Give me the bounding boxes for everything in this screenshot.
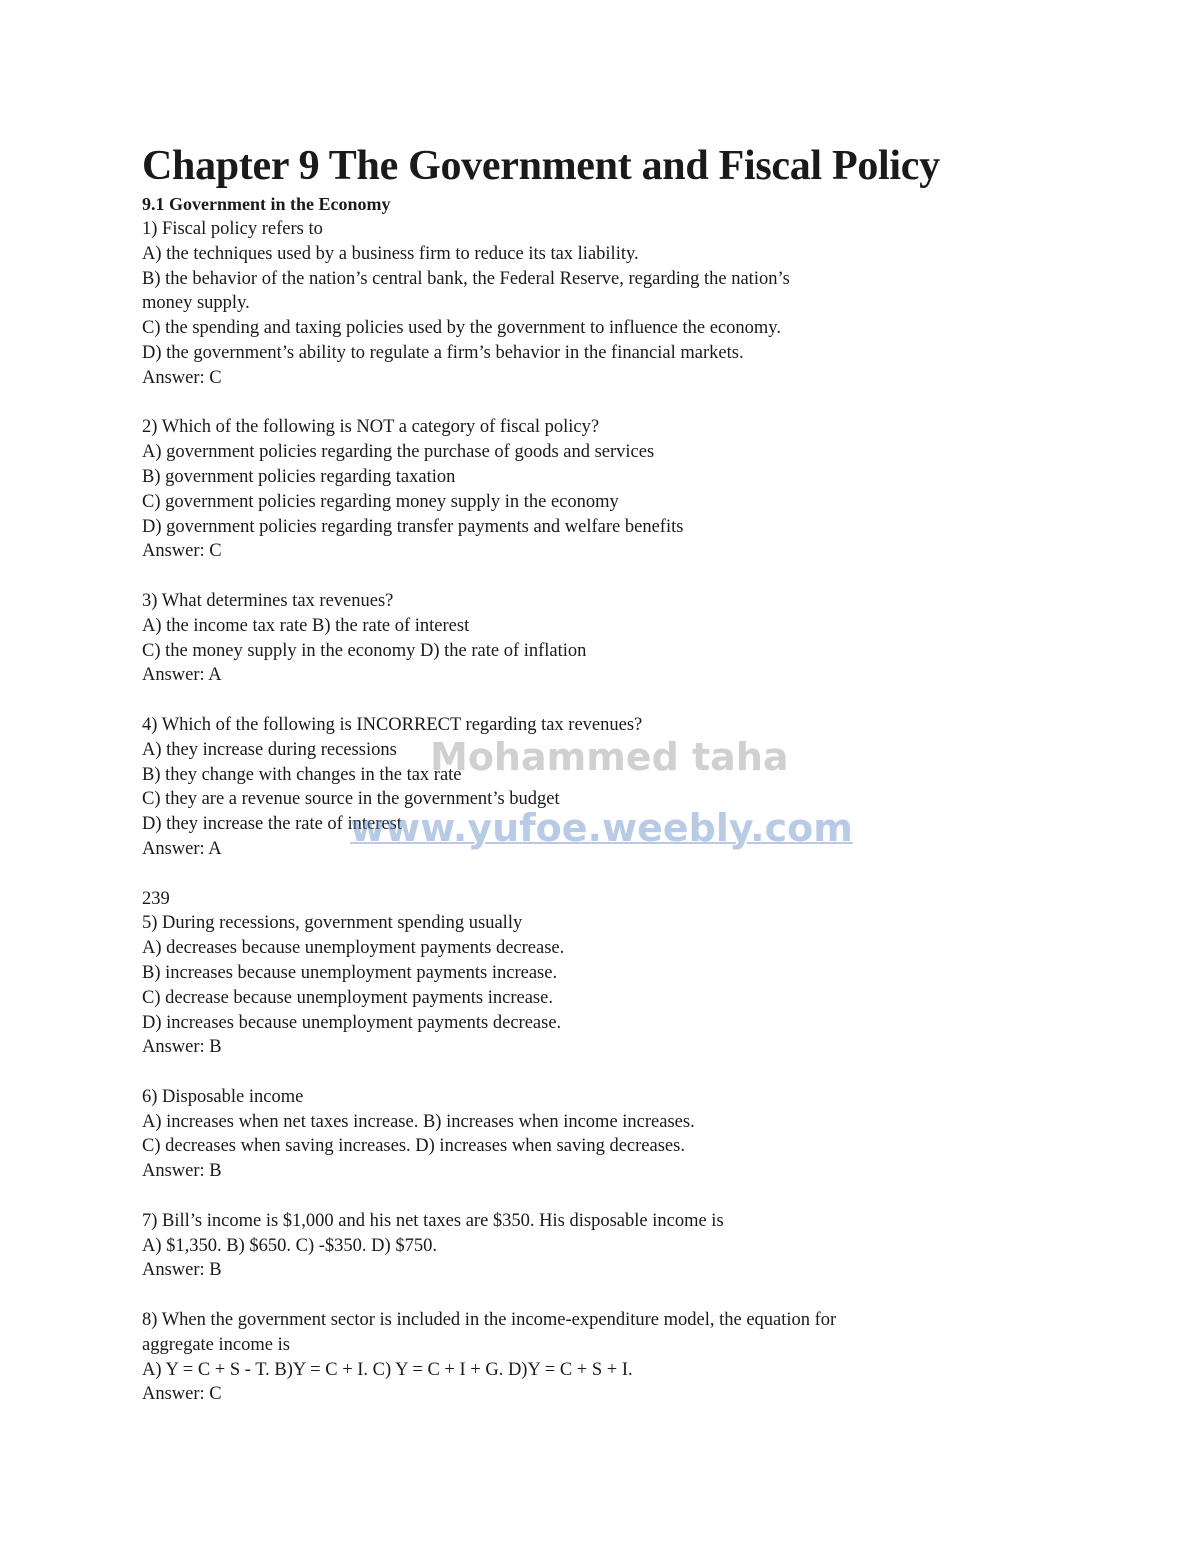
option-b-continued: money supply. — [142, 293, 250, 314]
answer: Answer: A — [142, 665, 222, 686]
option-d: D) government policies regarding transfer payments and welfare benefits — [142, 516, 684, 537]
option-d: D) the government’s ability to regulate a firm’s behavior in the financial markets. — [142, 342, 744, 363]
question-text: 3) What determines tax revenues? — [142, 590, 394, 611]
answer: Answer: A — [142, 838, 222, 859]
option-a: A) they increase during recessions — [142, 739, 397, 760]
question-8 — [142, 1308, 1042, 1407]
options: A) Y = C + S - T. B)Y = C + I. C) Y = C + I + G. D)Y = C + S + I. — [142, 1359, 633, 1380]
option-a: A) the techniques used by a business firm to reduce its tax liability. — [142, 243, 639, 264]
option-a: A) government policies regarding the purchase of goods and services — [142, 442, 655, 463]
options: A) $1,350. B) $650. C) -$350. D) $750. — [142, 1235, 437, 1256]
question-text: 2) Which of the following is NOT a category of fiscal policy? — [142, 417, 600, 438]
answer: Answer: C — [142, 367, 222, 388]
question-text: 1) Fiscal policy refers to — [142, 219, 323, 239]
answer: Answer: B — [142, 1161, 222, 1182]
option-c: C) they are a revenue source in the government’s budget — [142, 789, 560, 810]
answer: Answer: C — [142, 1384, 222, 1405]
question-5 — [142, 887, 1042, 1061]
question-text: 7) Bill’s income is $1,000 and his net taxes are $350. His disposable income is — [142, 1210, 724, 1231]
section-heading: 9.1 Government in the Economy — [142, 194, 391, 214]
question-7 — [142, 1209, 1042, 1283]
question-6 — [142, 1085, 1042, 1184]
option-a: A) decreases because unemployment payments decrease. — [142, 938, 565, 959]
option-d: D) increases because unemployment payments decrease. — [142, 1012, 562, 1033]
spacer — [142, 1060, 1042, 1085]
spacer — [142, 862, 1042, 887]
chapter-title: Chapter 9 The Government and Fiscal Policy — [142, 143, 940, 189]
question-text: 6) Disposable income — [142, 1086, 304, 1107]
option-b: B) government policies regarding taxation — [142, 466, 456, 487]
answer: Answer: B — [142, 1037, 222, 1058]
question-2 — [142, 415, 1042, 564]
option-b: B) increases because unemployment payments increase. — [142, 962, 558, 983]
spacer — [142, 688, 1042, 713]
spacer — [142, 564, 1042, 589]
spacer — [142, 1283, 1042, 1308]
option-c: C) government policies regarding money supply in the economy — [142, 491, 619, 512]
question-1 — [142, 217, 1042, 391]
question-text: 4) Which of the following is INCORRECT regarding tax revenues? — [142, 714, 643, 735]
option-c: C) decrease because unemployment payments increase. — [142, 987, 553, 1008]
question-text: 5) During recessions, government spending usually — [142, 913, 523, 934]
option-b: B) they change with changes in the tax rate — [142, 764, 462, 785]
question-text-continued: aggregate income is — [142, 1334, 290, 1355]
option-b: B) the behavior of the nation’s central bank, the Federal Reserve, regarding the nation’s — [142, 268, 790, 289]
options-c-d: C) the money supply in the economy D) the rate of inflation — [142, 640, 587, 661]
document-page — [142, 140, 1042, 1407]
spacer — [142, 391, 1042, 416]
watermark-url: www.yufoe.weebly.com — [350, 806, 853, 850]
question-3 — [142, 589, 1042, 688]
page-number: 239 — [142, 888, 170, 909]
question-text: 8) When the government sector is included in the income-expenditure model, the equation for — [142, 1310, 837, 1331]
option-c: C) the spending and taxing policies used by the government to influence the economy. — [142, 318, 781, 339]
options-a-b: A) increases when net taxes increase. B) increases when income increases. — [142, 1111, 695, 1132]
question-4 — [142, 713, 1042, 862]
answer: Answer: C — [142, 541, 222, 562]
option-d: D) they increase the rate of interest — [142, 814, 402, 835]
answer: Answer: B — [142, 1260, 222, 1281]
options-c-d: C) decreases when saving increases. D) increases when saving decreases. — [142, 1136, 685, 1157]
options-a-b: A) the income tax rate B) the rate of interest — [142, 615, 470, 636]
watermark-name: Mohammed taha — [430, 735, 789, 779]
spacer — [142, 1184, 1042, 1209]
